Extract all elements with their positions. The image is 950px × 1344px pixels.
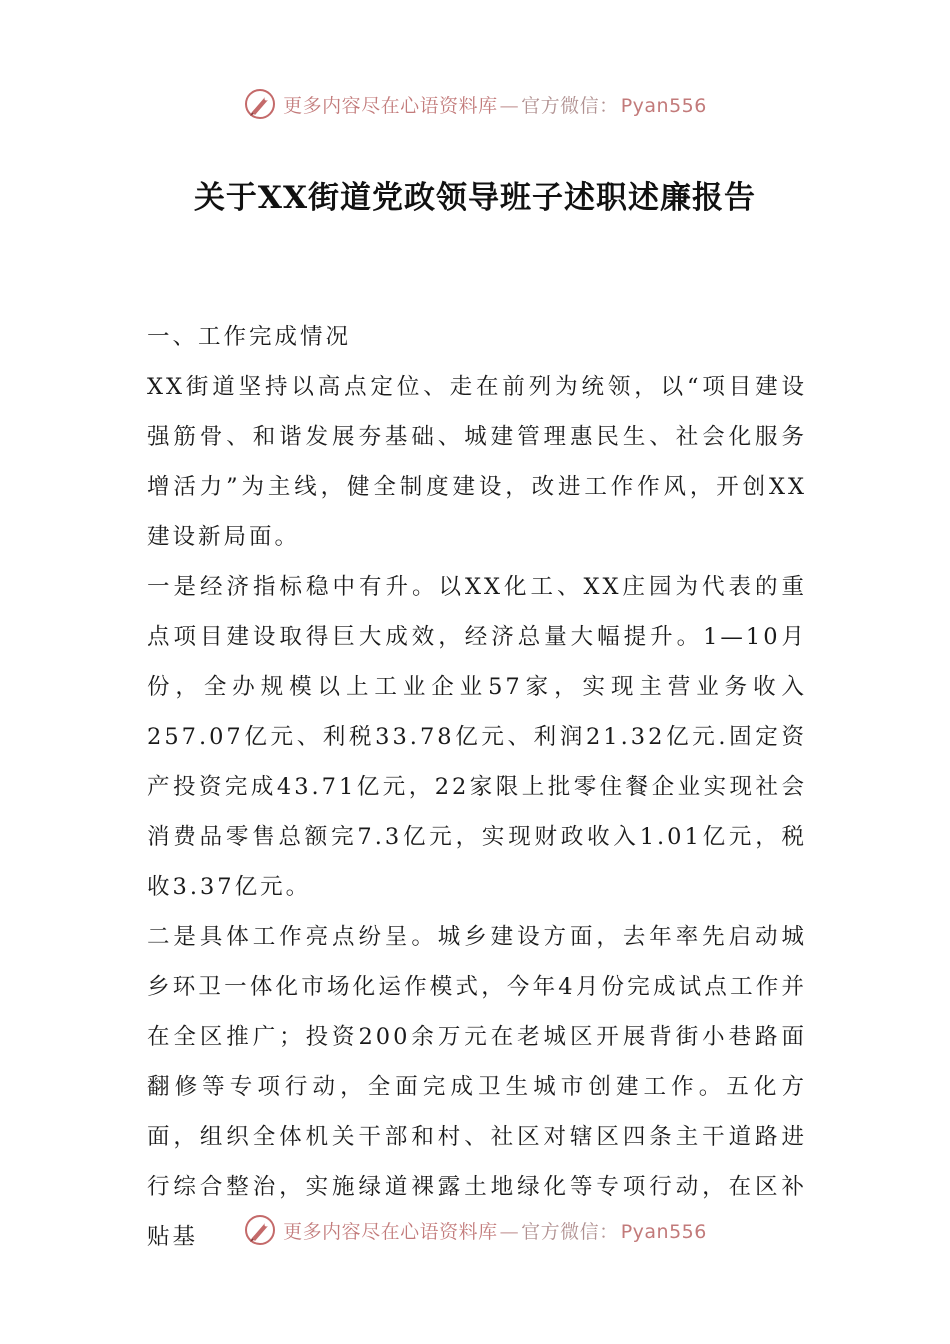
watermark-wechat-id: Pyan556 xyxy=(620,94,707,117)
header-watermark xyxy=(0,84,950,124)
paragraph-intro: XX街道坚持以高点定位、走在前列为统领，以“项目建设强筋骨、和谐发展夯基础、城建管理惠民生、社会化服务增活力”为主线，健全制度建设，改进工作作风，开创XX建设新局面。 xyxy=(147,374,807,550)
document-body xyxy=(147,312,807,1262)
document-title: 关于XX街道党政领导班子述职述廉报告 xyxy=(193,180,757,216)
watermark-official-label: 官方微信： xyxy=(521,94,619,117)
footer-watermark xyxy=(0,1210,950,1250)
watermark-brand: 更多内容尽在心语资料库 xyxy=(283,94,498,117)
watermark-text xyxy=(283,91,707,118)
pen-logo-icon xyxy=(243,1213,277,1247)
paragraph-highlights: 二是具体工作亮点纷呈。城乡建设方面，去年率先启动城乡环卫一体化市场化运作模式，今年4月份完成试点工作并在全区推广；投资200余万元在老城区开展背街小巷路面翻修等专项行动，全面完成卫生城市创建工作。五化方面，组织全体机关干部和村、社区对辖区四条主干道路进行综合整治，实施绿道裸露土地绿化等专项行动，在区补贴基 xyxy=(147,924,807,1250)
watermark-official-label: 官方微信： xyxy=(521,1220,619,1243)
watermark-wechat-id: Pyan556 xyxy=(620,1220,707,1243)
watermark-text xyxy=(283,1217,707,1244)
watermark-brand: 更多内容尽在心语资料库 xyxy=(283,1220,498,1243)
watermark-dash: — xyxy=(499,1220,520,1243)
watermark-dash: — xyxy=(499,94,520,117)
paragraph-economy: 一是经济指标稳中有升。以XX化工、XX庄园为代表的重点项目建设取得巨大成效，经济总量大幅提升。1—10月份，全办规模以上工业企业57家，实现主营业务收入257.07亿元、利税33.78亿元、利润21.32亿元.固定资产投资完成43.71亿元，22家限上批零住餐企业实现社会消费品零售总额完7.3亿元，实现财政收入1.01亿元，税收3.37亿元。 xyxy=(147,574,807,900)
pen-logo-icon xyxy=(243,87,277,121)
section-heading: 一、工作完成情况 xyxy=(147,324,352,350)
